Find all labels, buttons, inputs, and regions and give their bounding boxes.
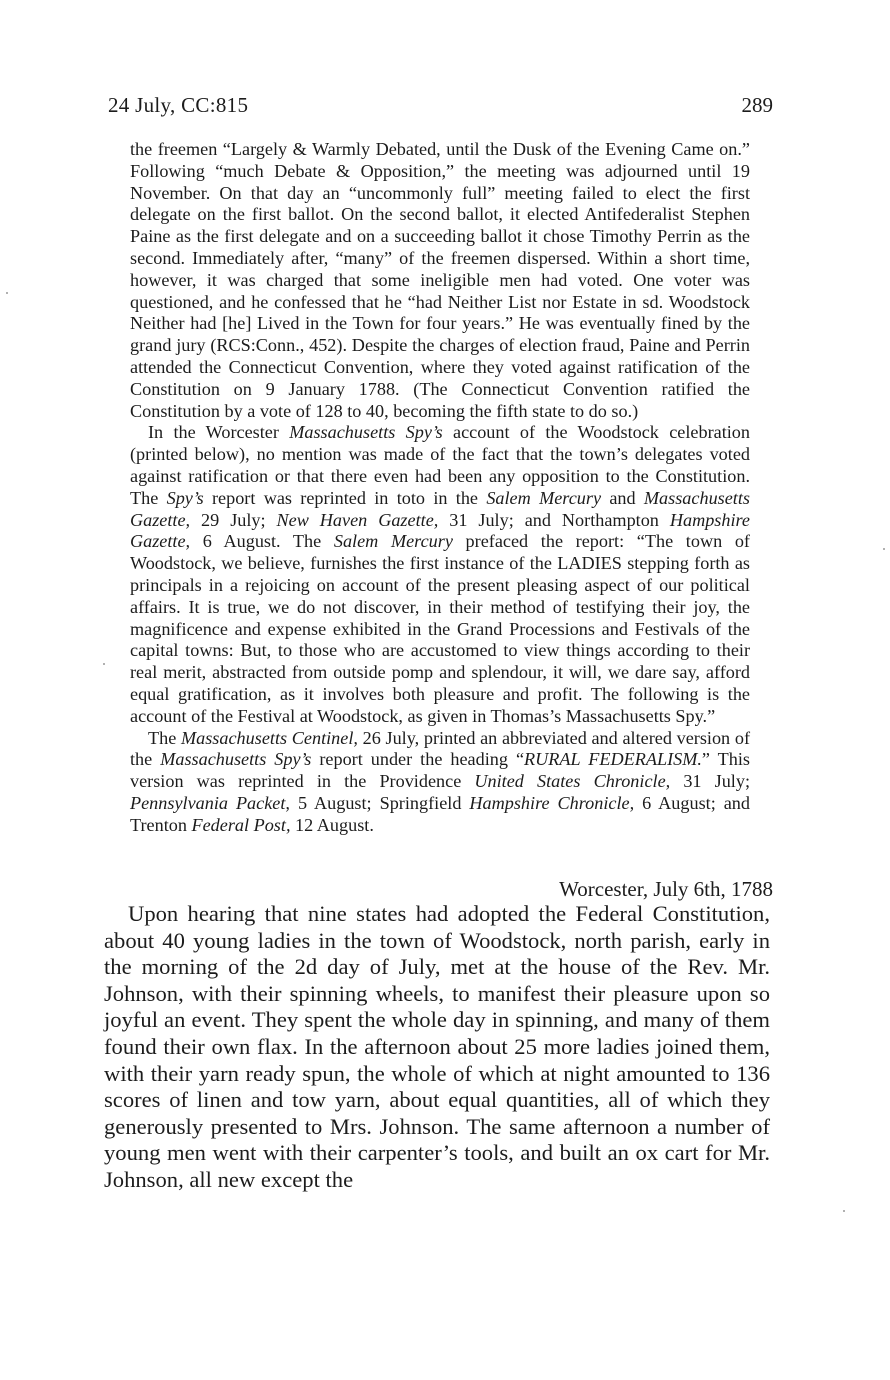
margin-speck [103, 663, 105, 665]
running-head-left: 24 July, CC:815 [108, 93, 249, 117]
document-dateline: Worcester, July 6th, 1788 [559, 877, 773, 901]
document-body [104, 901, 770, 1194]
document-paragraph: Upon hearing that nine states had adopted the Federal Constitution, about 40 young ladies in the town of Woodstock, north parish, early in the morning of the 2d day of July, met at the house of the Rev. Mr. Johnson, with their spinning wheels, to manifest their pleasure upon so joyful an event. They spent the whole day in spinning, and many of them found their own flax. In the afternoon about 25 more ladies joined them, with their yarn ready spun, the whole of which at night amounted to 136 scores of linen and tow yarn, about equal quantities, all of which they generously presented to Mrs. Johnson. The same afternoon a number of young men went with their carpenter’s tools, and built an ox cart for Mr. Johnson, all new except the [104, 901, 770, 1192]
margin-speck [843, 1210, 845, 1212]
headnote-paragraph-1: the freemen “Largely & Warmly Debated, until the Dusk of the Evening Came on.” Following “much Debate & Opposition,” the meeting was adjourned until 19 November. On that day an “uncommonly full” meeting failed to elect the first delegate on the first ballot. On the second ballot, it elected Antifederalist Stephen Paine as the first delegate and on a succeeding ballot it chose Timothy Perrin as the second. Immediately after, “many” of the freemen dispersed. Within a short time, however, it was charged that some ineligible men had voted. One voter was questioned, and he confessed that he “had Neither List nor Estate in sd. Woodstock Neither had [he] Lived in the Town for four years.” He was eventually fined by the grand jury (RCS:Conn., 452). Despite the charges of election fraud, Paine and Perrin attended the Connecticut Convention, where they voted against ratification of the Constitution on 9 January 1788. (The Connecticut Convention ratified the Constitution by a vote of 128 to 40, becoming the fifth state to do so.) [130, 139, 750, 421]
page-number: 289 [741, 93, 773, 117]
editorial-headnote [130, 139, 750, 837]
margin-speck [883, 548, 885, 550]
headnote-paragraph-3: The Massachusetts Centinel, 26 July, printed an abbreviated and altered version of the Massachusetts Spy’s report under the heading “RURAL FEDERALISM.” This version was reprinted in the Providence United States Chronicle, 31 July; Pennsylvania Packet, 5 August; Springfield Hampshire Chronicle, 6 August; and Trenton Federal Post, 12 August. [130, 727, 751, 835]
margin-speck [6, 292, 8, 294]
headnote-paragraph-2: In the Worcester Massachusetts Spy’s account of the Woodstock celebration (printed below), no mention was made of the fact that the town’s delegates voted against ratification or that there even had been any opposition to the Constitution. The Spy’s report was reprinted in toto in the Salem Mercury and Massachusetts Gazette, 29 July; New Haven Gazette, 31 July; and Northampton Hampshire Gazette, 6 August. The Salem Mercury prefaced the report: “The town of Woodstock, we believe, furnishes the first instance of the LADIES stepping forth as principals in a rejoicing on account of the present pleasing aspect of our political affairs. It is true, we do not discover, in their method of testifying their joy, the magnificence and expense exhibited in the Grand Processions and Festivals of the capital towns: But, to those who are accustomed to view things according to their real merit, abstracted from outside pomp and splendour, it will, we dare say, afford equal gratification, as it involves both pleasure and profit. The following is the account of the Festival at Woodstock, as given in Thomas’s Massachusetts Spy.” [130, 422, 750, 726]
